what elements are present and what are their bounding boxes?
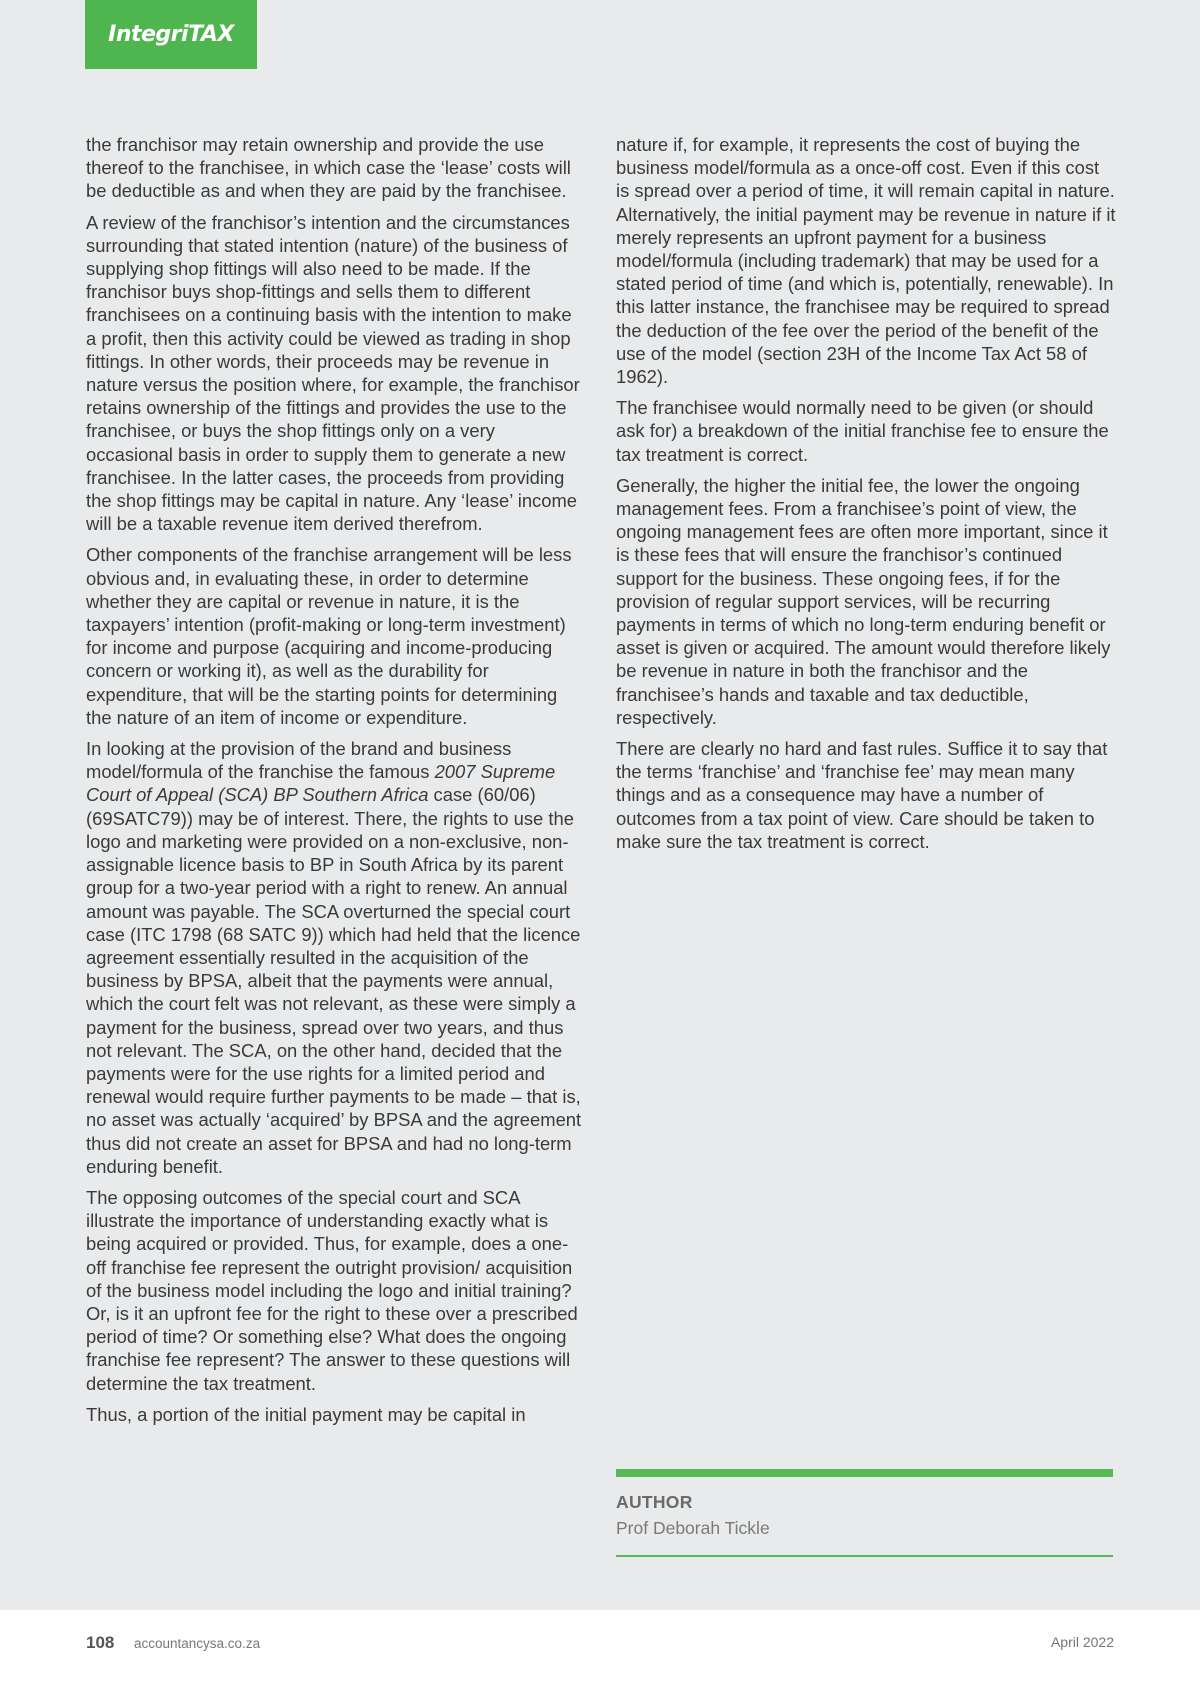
paragraph: Thus, a portion of the initial payment may be capital in [86,1403,526,1425]
paragraph: nature if, for example, it represents the cost of buying the business model/formula as a once-off cost. Even if this cost is spread over a period of time, it will remain capital in nature. Alternatively, the initial payment may be revenue in nature if it merely represents an upfront payment for a business model/formula (including trademark) that may be used for a stated period of time (and which is, potentially, renewable). In this latter instance, the franchisee may be required to spread the deduction of the fee over the period of the benefit of the use of the model (section 23H of the Income Tax Act 58 of 1962). [616,134,1116,388]
paragraph: the franchisor may retain ownership and provide the use thereof to the franchisee, in which case the ‘lease’ costs will be deductible as and when they are paid by the franchisee. [86,134,571,202]
brand-logo [85,0,257,69]
paragraph-text: case (60/06) (69SATC79)) may be of interest. There, the rights to use the logo and marketing were provided on a non-exclusive, non-assignable licence basis to BP in South Africa by its parent group for a two-year period with a right to renew. An annual amount was payable. The SCA overturned the special court case (ITC 1798 (68 SATC 9)) which had held that the licence agreement essentially resulted in the acquisition of the business by BPSA, albeit that the payments were annual, which the court felt was not relevant, as these were simply a payment for the business, spread over two years, and thus not relevant. The SCA, on the other hand, decided that the payments were for the use rights for a limited period and renewal would require further payments to be made – that is, no asset was actually ‘acquired’ by BPSA and the agreement thus did not create an asset for BPSA and had no long-term enduring benefit. [86,784,582,1177]
footer-date: April 2022 [1050,1634,1114,1650]
right-column [616,133,1116,861]
paragraph: The opposing outcomes of the special court and SCA illustrate the importance of understanding exactly what is being acquired or provided. Thus, for example, does a one-off franchise fee represent the outright provision/ acquisition of the business model including the logo and initial training? Or, is it an upfront fee for the right to these over a prescribed period of time? Or something else? What does the ongoing franchise fee represent? The answer to these questions will determine the tax treatment. [86,1186,578,1394]
paragraph: The franchisee would normally need to be given (or should ask for) a breakdown of the initial franchise fee to ensure the tax treatment is correct. [616,397,1109,465]
page-number: 108 [86,1633,115,1652]
left-column [86,133,586,1434]
author-name: Prof Deborah Tickle [616,1518,770,1538]
paragraph: Other components of the franchise arrangement will be less obvious and, in evaluating these, in order to determine whether they are capital or revenue in nature, it is the taxpayers’ intention (profit-making or long-term investment) for income and purpose (acquiring and income-producing concern or working it), as well as the durability for expenditure, that will be the starting points for determining the nature of an item of income or expenditure. [86,544,572,728]
author-underline [616,1555,1113,1557]
logo-text: IntegriTAX [108,22,234,47]
paragraph: A review of the franchisor’s intention and the circumstances surrounding that stated intention (nature) of the business of supplying shop fittings will also need to be made. If the franchisor buys shop-fittings and sells them to different franchisees on a continuing basis with the intention to make a profit, then this activity could be viewed as trading in shop fittings. In other words, their proceeds may be revenue in nature versus the position where, for example, the franchisor retains ownership of the fittings and provides the use to the franchisee, or buys the shop fittings only on a very occasional basis in order to supply them to generate a new franchisee. In the latter cases, the proceeds from providing the shop fittings may be capital in nature. Any ‘lease’ income will be a taxable revenue item derived therefrom. [86,211,580,535]
author-label: AUTHOR [616,1492,693,1512]
paragraph-text: In looking at the provision of the brand and business model/formula of the franchise the famous [86,738,512,783]
paragraph: There are clearly no hard and fast rules. Suffice it to say that the terms ‘franchise’ and ‘franchise fee’ may mean many things and as a consequence may have a number of outcomes from a tax point of view. Care should be taken to make sure the tax treatment is correct. [616,738,1108,852]
paragraph [86,737,586,1178]
footer-website: accountancysa.co.za [134,1636,261,1651]
paragraph: Generally, the higher the initial fee, the lower the ongoing management fees. From a franchisee’s point of view, the ongoing management fees are often more important, since it is these fees that will ensure the franchisor’s continued support for the business. These ongoing fees, if for the provision of regular support services, will be recurring payments in terms of which no long-term enduring benefit or asset is given or acquired. The amount would therefore likely be revenue in nature in both the franchisor and the franchisee’s hands and taxable and tax deductible, respectively. [616,474,1111,728]
author-divider [616,1469,1113,1477]
case-citation: 2007 Supreme Court of Appeal (SCA) BP Southern Africa [86,761,556,806]
